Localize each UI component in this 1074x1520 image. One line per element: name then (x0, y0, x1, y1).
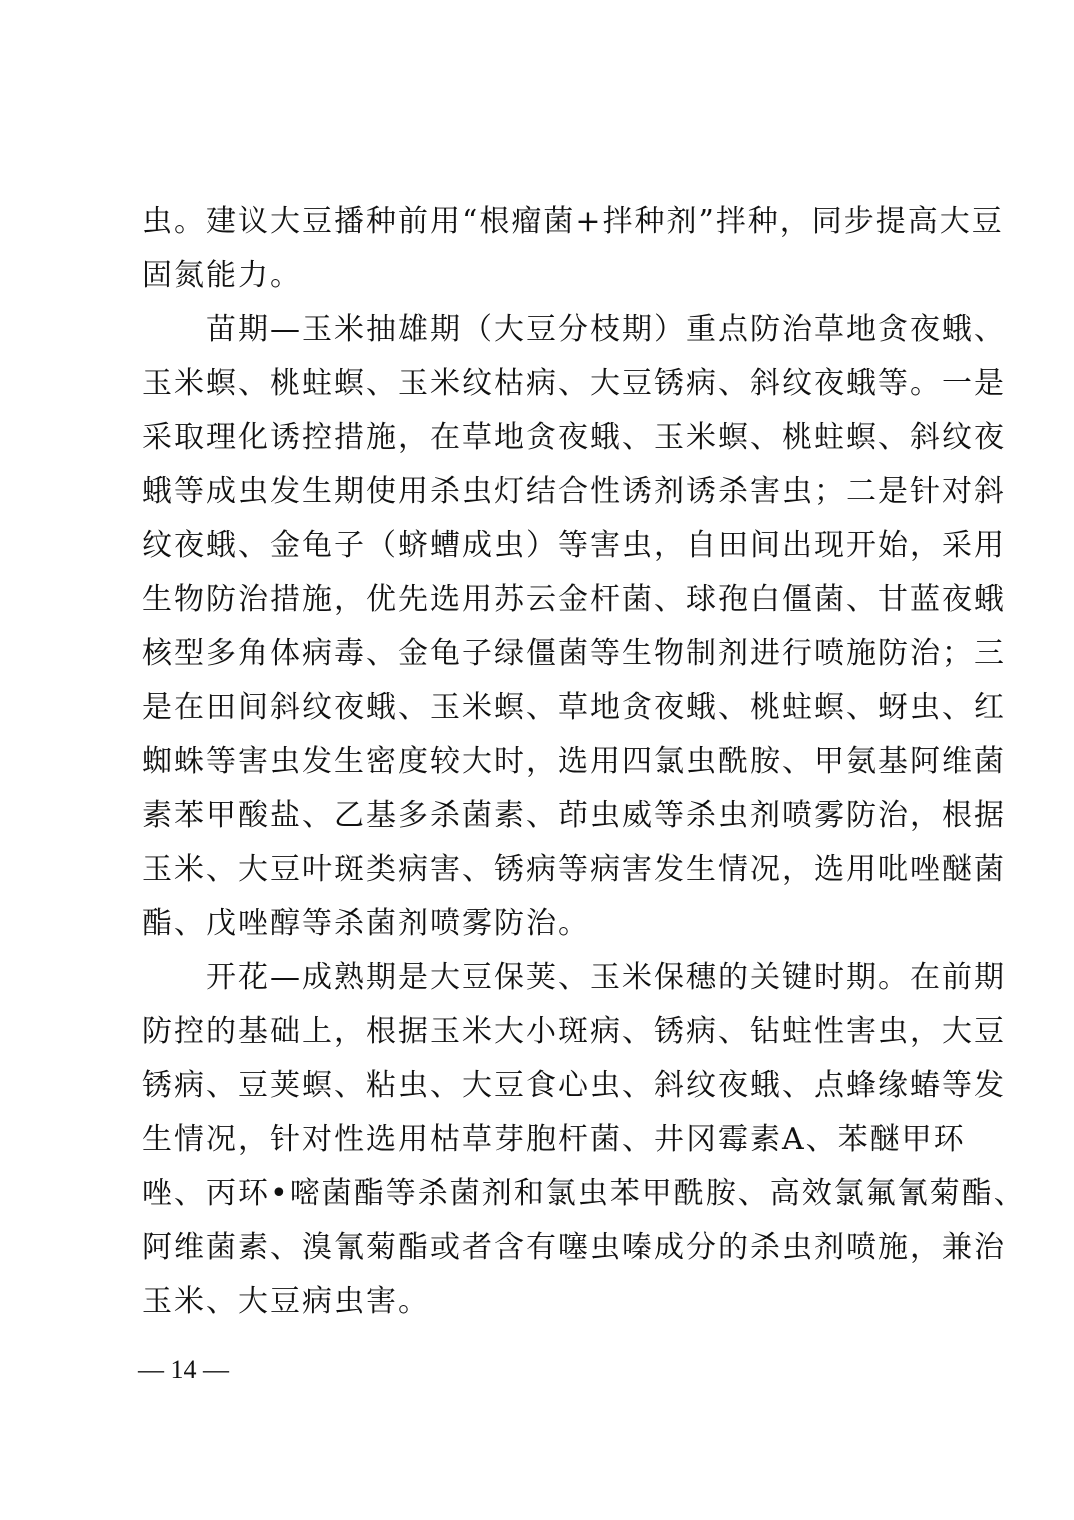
text-line: 纹夜蛾、金龟子（蛴螬成虫）等害虫，自田间出现开始，采用 (142, 528, 1006, 563)
text-line: 唑、丙环•嘧菌酯等杀菌剂和氯虫苯甲酰胺、高效氯氟氰菊酯、 (142, 1176, 1026, 1211)
page-number: — 14 — (138, 1355, 229, 1384)
text-line: 防控的基础上，根据玉米大小斑病、锈病、钻蛀性害虫，大豆 (142, 1014, 1006, 1049)
text-line: 玉米、大豆病虫害。 (142, 1284, 430, 1319)
text-line: 玉米螟、桃蛀螟、玉米纹枯病、大豆锈病、斜纹夜蛾等。一是 (142, 366, 1006, 401)
text-line: 玉米、大豆叶斑类病害、锈病等病害发生情况，选用吡唑醚菌 (142, 852, 1006, 887)
text-line: 是在田间斜纹夜蛾、玉米螟、草地贪夜蛾、桃蛀螟、蚜虫、红 (142, 690, 1006, 725)
text-line: 固氮能力。 (142, 258, 302, 293)
text-line: 开花—成熟期是大豆保荚、玉米保穗的关键时期。在前期 (142, 960, 1006, 995)
text-line: 素苯甲酸盐、乙基多杀菌素、茚虫威等杀虫剂喷雾防治，根据 (142, 798, 1006, 833)
text-line: 锈病、豆荚螟、粘虫、大豆食心虫、斜纹夜蛾、点蜂缘蝽等发 (142, 1068, 1006, 1103)
text-line: 生情况，针对性选用枯草芽胞杆菌、井冈霉素A、苯醚甲环 (142, 1122, 966, 1157)
text-line: 虫。建议大豆播种前用“根瘤菌+拌种剂”拌种，同步提高大豆 (142, 204, 1004, 239)
text-line: 苗期—玉米抽雄期（大豆分枝期）重点防治草地贪夜蛾、 (142, 312, 1006, 347)
text-line: 阿维菌素、溴氰菊酯或者含有噻虫嗪成分的杀虫剂喷施，兼治 (142, 1230, 1006, 1265)
text-line: 酯、戊唑醇等杀菌剂喷雾防治。 (142, 906, 590, 941)
text-line: 核型多角体病毒、金龟子绿僵菌等生物制剂进行喷施防治；三 (142, 636, 1006, 671)
text-line: 蜘蛛等害虫发生密度较大时，选用四氯虫酰胺、甲氨基阿维菌 (142, 744, 1006, 779)
text-line: 采取理化诱控措施，在草地贪夜蛾、玉米螟、桃蛀螟、斜纹夜 (142, 420, 1006, 455)
text-line: 生物防治措施，优先选用苏云金杆菌、球孢白僵菌、甘蓝夜蛾 (142, 582, 1006, 617)
text-line: 蛾等成虫发生期使用杀虫灯结合性诱剂诱杀害虫；二是针对斜 (142, 474, 1006, 509)
